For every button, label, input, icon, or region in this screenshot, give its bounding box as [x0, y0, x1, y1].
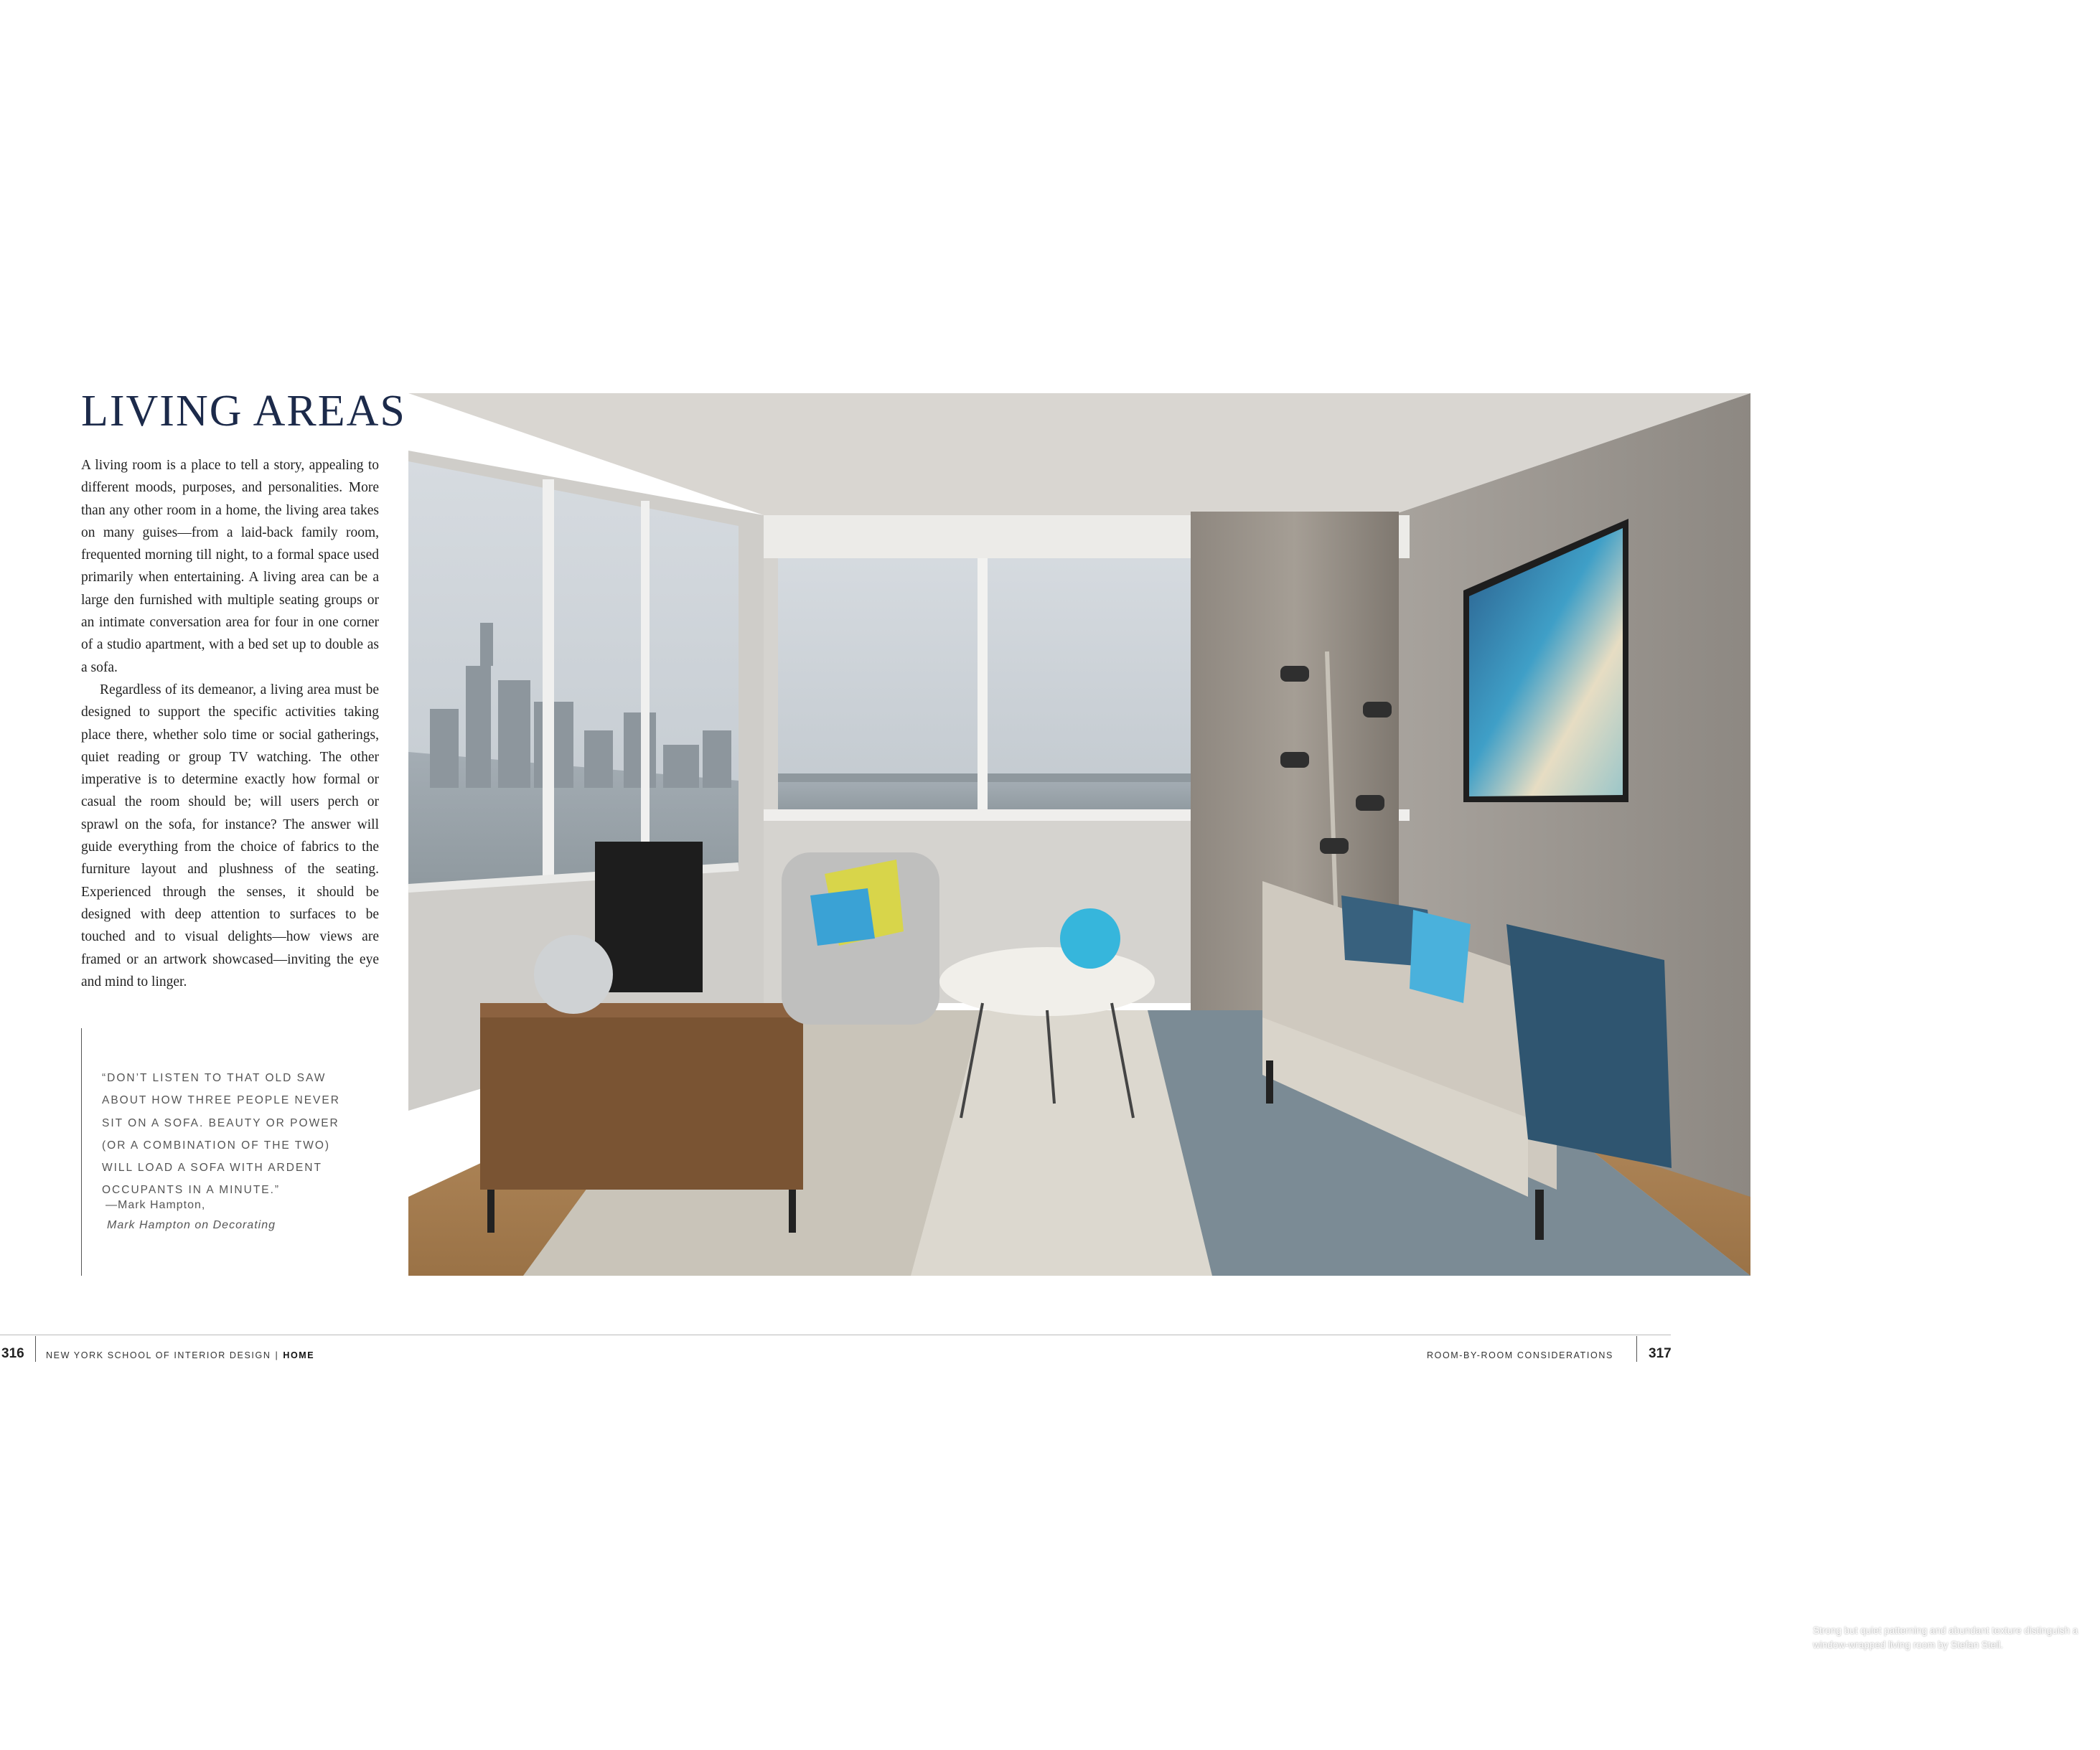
living-room-illustration	[408, 393, 1750, 1276]
pull-quote-author: —Mark Hampton,	[106, 1199, 206, 1211]
body-paragraph-1: A living room is a place to tell a story, appealing to different moods, purposes, and personalities. More than any other room in a home, the living area takes on many guises—from a laid-back family room, frequented morning till night, to a formal space used primarily when entertaining. A living area can be a large den furnished with multiple seating groups or an intimate conversation area for four in one corner of a studio apartment, with a bed set up to double as a sofa.	[81, 458, 379, 675]
photo-caption: Strong but quiet patterning and abundant texture distinguish a window-wrapped living room by Stefan Steil.	[1813, 1625, 2078, 1650]
pull-quote-source: Mark Hampton on Decorating	[107, 1219, 276, 1231]
left-running-head	[46, 1350, 314, 1360]
pull-quote	[81, 1028, 355, 1276]
body-text	[81, 454, 379, 993]
right-running-head: ROOM-BY-ROOM CONSIDERATIONS	[1427, 1350, 1613, 1360]
body-paragraph-2: Regardless of its demeanor, a living area must be designed to support the specific activities taking place there, whether solo time or social gatherings, quiet reading or group TV watching. The other imperative is to determine exactly how formal or casual the room should be; will users perch or sprawl on the sofa, for instance? The answer will guide everything from the choice of fabrics to the furniture layout and plushness of the seating. Experienced through the senses, it should be designed with deep attention to surfaces to be touched and to visual delights—how views are framed or an artwork showcased—inviting the eye and mind to linger.	[81, 682, 379, 989]
left-running-head-text: NEW YORK SCHOOL OF INTERIOR DESIGN	[46, 1350, 271, 1360]
running-head-separator: |	[275, 1350, 279, 1360]
right-page-number: 317	[1649, 1346, 1672, 1361]
right-footer-divider	[1636, 1336, 1637, 1362]
section-heading: LIVING AREAS	[81, 387, 406, 436]
left-page-number: 316	[1, 1346, 24, 1361]
pull-quote-text: “DON’T LISTEN TO THAT OLD SAW ABOUT HOW THREE PEOPLE NEVER SIT ON A SOFA. BEAUTY OR POWER (OR A COMBINATION OF THE TWO) WILL LOAD A SOFA WITH ARDENT OCCUPANTS IN A MINUTE.”	[102, 1072, 340, 1197]
left-footer-divider	[35, 1336, 36, 1362]
left-running-head-bold: HOME	[283, 1350, 315, 1360]
